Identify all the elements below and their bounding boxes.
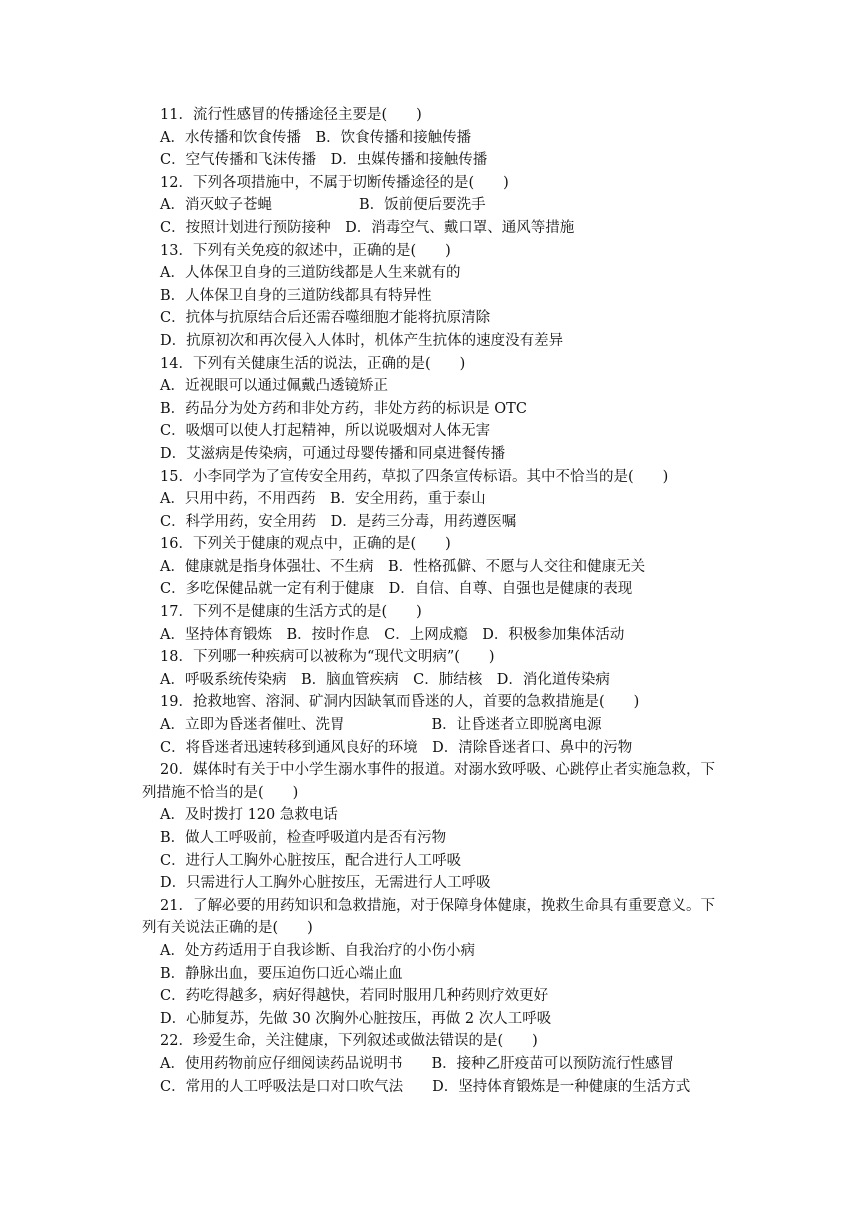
answer-option-line: C．空气传播和飞沫传播 D．虫媒传播和接触传播 xyxy=(160,152,488,169)
question-stem: 20．媒体时有关于中小学生溺水事件的报道。对溺水致呼吸、心跳停止者实施急救，下 xyxy=(160,762,715,779)
answer-option-line: C．多吃保健品就一定有利于健康 D．自信、自尊、自强也是健康的表现 xyxy=(160,581,633,598)
answer-option-line: C．将昏迷者迅速转移到通风良好的环境 D．清除昏迷者口、鼻中的污物 xyxy=(160,739,633,756)
answer-option-line: C．抗体与抗原结合后还需吞噬细胞才能将抗原清除 xyxy=(160,310,491,327)
answer-option-line: D．抗原初次和再次侵入人体时，机体产生抗体的速度没有差异 xyxy=(160,332,564,349)
answer-option-line: D．心肺复苏，先做 30 次胸外心脏按压，再做 2 次人工呼吸 xyxy=(160,1010,552,1027)
answer-option-line: A．立即为昏迷者催吐、洗胃 B．让昏迷者立即脱离电源 xyxy=(160,717,602,734)
question-stem-continuation: 列有关说法正确的是( ) xyxy=(142,920,313,937)
question-item xyxy=(160,601,740,646)
question-stem: 21．了解必要的用药知识和急救措施，对于保障身体健康，挽救生命具有重要意义。下 xyxy=(160,897,715,914)
question-item xyxy=(160,466,740,534)
question-stem: 11．流行性感冒的传播途径主要是( ) xyxy=(160,107,422,123)
answer-option-line: B．人体保卫自身的三道防线都具有特异性 xyxy=(160,287,432,304)
answer-option-line: A．呼吸系统传染病 B．脑血管疾病 C．肺结核 D．消化道传染病 xyxy=(160,671,610,688)
answer-option-line: A．消灭蚊子苍蝇 B．饭前便后要洗手 xyxy=(160,197,486,214)
answer-option-line: B．静脉出血，要压迫伤口近心端止血 xyxy=(160,965,403,982)
question-list xyxy=(142,104,740,1098)
answer-option-line: A．水传播和饮食传播 B．饮食传播和接触传播 xyxy=(160,129,472,146)
question-item xyxy=(160,691,740,759)
answer-option-line: B．做人工呼吸前，检查呼吸道内是否有污物 xyxy=(160,830,447,846)
answer-option-line: A．健康就是指身体强壮、不生病 B．性格孤僻、不愿与人交往和健康无关 xyxy=(160,558,646,575)
question-item xyxy=(160,533,740,601)
answer-option-line: A．只用中药，不用西药 B．安全用药，重于泰山 xyxy=(160,491,486,508)
question-item xyxy=(160,1030,740,1098)
answer-option-line: D．艾滋病是传染病，可通过母婴传播和同桌进餐传播 xyxy=(160,445,506,462)
question-stem: 13．下列有关免疫的叙述中，正确的是( ) xyxy=(160,242,451,259)
answer-option-line: C．吸烟可以使人打起精神，所以说吸烟对人体无害 xyxy=(160,423,491,440)
answer-option-line: C．药吃得越多，病好得越快，若同时服用几种药则疗效更好 xyxy=(160,988,549,1005)
question-stem: 19．抢救地窖、溶洞、矿洞内因缺氧而昏迷的人，首要的急救措施是( ) xyxy=(160,694,640,711)
answer-option-line: C．科学用药，安全用药 D．是药三分毒，用药遵医嘱 xyxy=(160,513,517,530)
answer-option-line: C．按照计划进行预防接种 D．消毒空气、戴口罩、通风等措施 xyxy=(160,219,575,236)
answer-option-line: A．坚持体育锻炼 B．按时作息 C．上网成瘾 D．积极参加集体活动 xyxy=(160,626,625,643)
answer-option-line: A．近视眼可以通过佩戴凸透镜矫正 xyxy=(160,378,388,395)
answer-option-line: A．及时拨打 120 急救电话 xyxy=(160,807,338,824)
question-stem: 22．珍爱生命，关注健康，下列叙述或做法错误的是( ) xyxy=(160,1033,538,1050)
answer-option-line: A．人体保卫自身的三道防线都是人生来就有的 xyxy=(160,265,461,282)
answer-option-line: A．处方药适用于自我诊断、自我治疗的小伤小病 xyxy=(160,942,475,959)
question-stem: 14．下列有关健康生活的说法，正确的是( ) xyxy=(160,355,466,372)
answer-option-line: C．进行人工胸外心脏按压，配合进行人工呼吸 xyxy=(160,852,462,869)
answer-option-line: B．药品分为处方药和非处方药，非处方药的标识是 OTC xyxy=(160,400,527,417)
question-stem: 18．下列哪一种疾病可以被称为“现代文明病”( ) xyxy=(160,649,495,666)
question-stem: 17．下列不是健康的生活方式的是( ) xyxy=(160,604,422,621)
question-stem-continuation: 列措施不恰当的是( ) xyxy=(142,784,299,801)
answer-option-line: A．使用药物前应仔细阅读药品说明书 B．接种乙肝疫苗可以预防流行性感冒 xyxy=(160,1055,675,1072)
answer-option-line: C．常用的人工呼吸法是口对口吹气法 D．坚持体育锻炼是一种健康的生活方式 xyxy=(160,1078,691,1095)
answer-option-line: D．只需进行人工胸外心脏按压，无需进行人工呼吸 xyxy=(160,875,491,892)
question-item xyxy=(160,172,740,240)
question-stem: 12．下列各项措施中，不属于切断传播途径的是( ) xyxy=(160,174,509,191)
question-item xyxy=(160,240,740,353)
question-stem: 15．小李同学为了宣传安全用药，草拟了四条宣传标语。其中不恰当的是( ) xyxy=(160,468,669,485)
question-stem: 16．下列关于健康的观点中，正确的是( ) xyxy=(160,536,451,553)
question-item xyxy=(160,104,740,172)
question-item xyxy=(142,895,740,1031)
question-item xyxy=(160,646,740,691)
question-item xyxy=(142,759,740,895)
question-item xyxy=(160,353,740,466)
